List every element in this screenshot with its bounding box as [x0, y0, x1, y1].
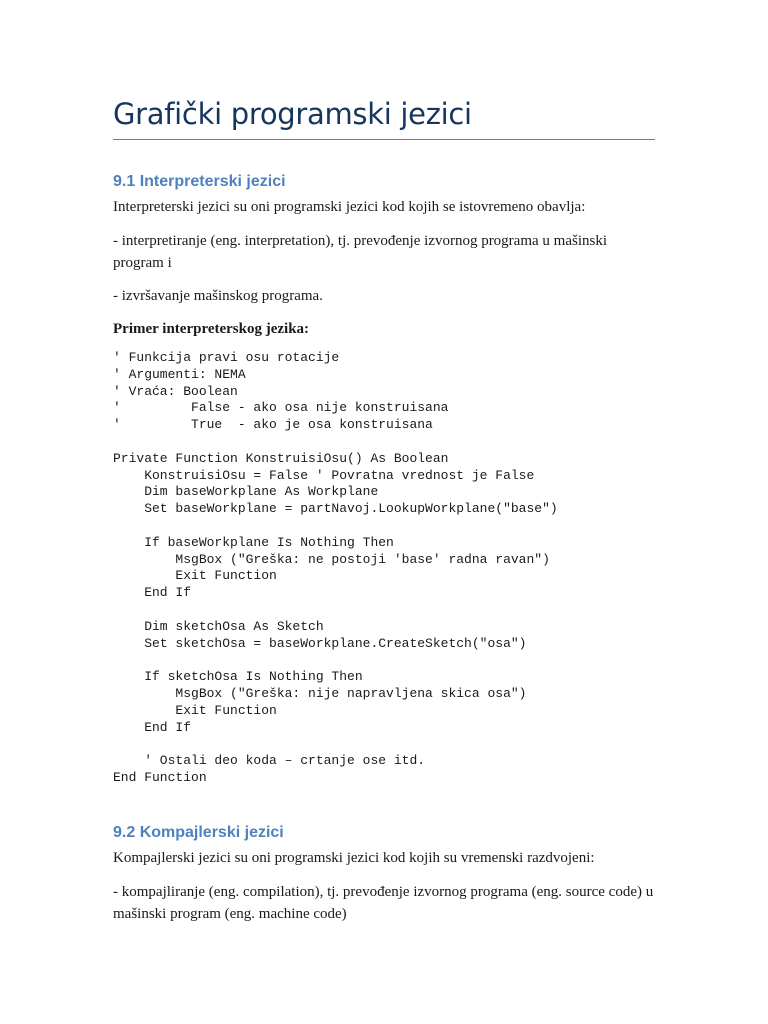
section-2-list-item-1: - kompajliranje (eng. compilation), tj. prevođenje izvornog programa (eng. source code) u mašinski program (eng. machine code)	[113, 884, 654, 922]
section-2-intro: Kompajlerski jezici su oni programski jezici kod kojih su vremenski razdvojeni:	[113, 850, 595, 866]
code-line: Set sketchOsa = baseWorkplane.CreateSketch("osa")	[113, 635, 527, 651]
section-1-list-item-1: - interpretiranje (eng. interpretation), tj. prevođenje izvornog programa u mašinski program i	[113, 233, 607, 271]
code-line: End If	[113, 585, 192, 601]
code-line: ' Funkcija pravi osu rotacije	[113, 350, 340, 365]
code-line: Dim sketchOsa As Sketch	[113, 618, 324, 634]
code-line	[113, 602, 558, 619]
code-line: Set baseWorkplane = partNavoj.LookupWorkplane("base")	[113, 501, 558, 517]
code-line: MsgBox ("Greška: ne postoji 'base' radna ravan")	[113, 551, 550, 567]
code-line: ' Ostali deo koda – crtanje ose itd.	[113, 753, 426, 769]
code-line: Private Function KonstruisiOsu() As Boolean	[113, 450, 449, 466]
code-line: KonstruisiOsu = False ' Povratna vrednost je False	[113, 467, 535, 483]
code-line: Exit Function	[113, 568, 277, 584]
title-underline-rule	[113, 139, 655, 140]
code-line: ' False - ako osa nije konstruisana	[113, 400, 449, 416]
example-label: Primer interpreterskog jezika:	[113, 321, 310, 337]
section-1-intro: Interpreterski jezici su oni programski jezici kod kojih se istovremeno obavlja:	[113, 199, 586, 215]
section-1-list-item-2: - izvršavanje mašinskog programa.	[113, 288, 323, 304]
code-line	[113, 736, 558, 753]
document-title: Grafički programski jezici	[113, 97, 472, 131]
code-line: ' True - ako je osa konstruisana	[113, 417, 433, 433]
code-line: If sketchOsa Is Nothing Then	[113, 669, 363, 685]
code-line: Exit Function	[113, 702, 277, 718]
section-heading-kompajlerski: 9.2 Kompajlerski jezici	[113, 824, 284, 841]
code-line	[113, 434, 558, 451]
code-line: If baseWorkplane Is Nothing Then	[113, 534, 394, 550]
code-line: End If	[113, 719, 192, 735]
code-block	[113, 350, 558, 787]
code-line: ' Argumenti: NEMA	[113, 366, 246, 382]
code-line: ' Vraća: Boolean	[113, 383, 238, 399]
code-line: End Function	[113, 769, 207, 785]
code-line	[113, 518, 558, 535]
code-line: MsgBox ("Greška: nije napravljena skica osa")	[113, 685, 527, 701]
code-line: Dim baseWorkplane As Workplane	[113, 484, 379, 500]
section-heading-interpreterski: 9.1 Interpreterski jezici	[113, 173, 286, 190]
code-line	[113, 652, 558, 669]
